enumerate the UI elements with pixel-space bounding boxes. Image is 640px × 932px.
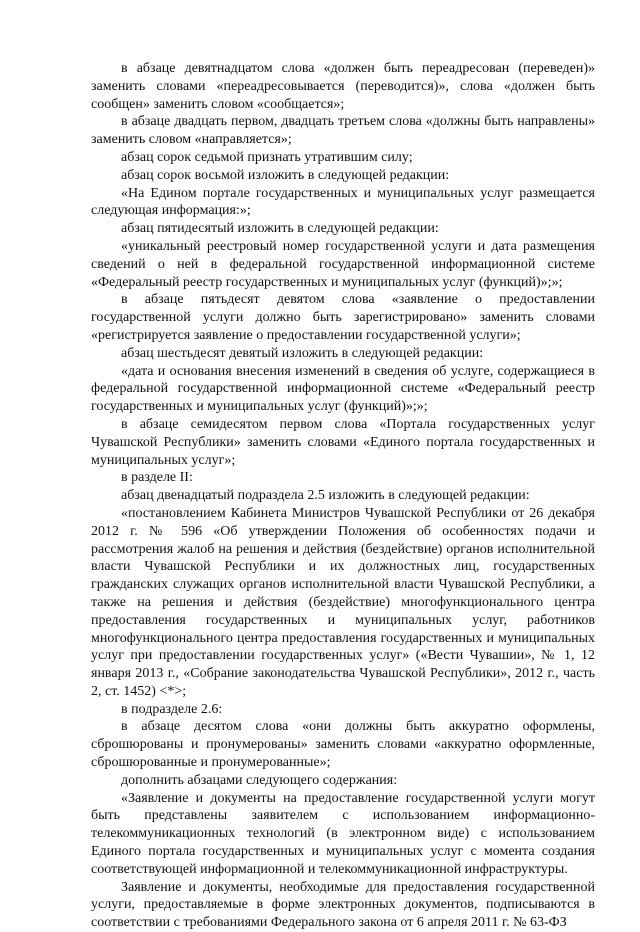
paragraph: в абзаце семидесятом первом слова «Портала государственных услуг Чувашской Республики» заменить словами «Единого портала государственных и муниципальных услуг»; bbox=[91, 416, 595, 468]
paragraph: абзац пятидесятый изложить в следующей редакции: bbox=[121, 221, 439, 237]
section-heading: в разделе II: bbox=[121, 470, 193, 486]
paragraph: в абзаце десятом слова «они должны быть аккуратно оформлены, сброшюрованы и пронумерованы» заменить словами «аккуратно оформленные, сброшюрованные и пронумерованные»; bbox=[91, 719, 595, 771]
paragraph: абзац шестьдесят девятый изложить в следующей редакции: bbox=[121, 345, 484, 361]
document-body bbox=[91, 60, 595, 932]
paragraph: «уникальный реестровый номер государственной услуги и дата размещения сведений о ней в федеральной государственной информационной системе «Федеральный реестр государственных и муниципальных услуг (функций)»;»; bbox=[91, 238, 595, 290]
paragraph: «На Едином портале государственных и муниципальных услуг размещается следующая информация:»; bbox=[91, 185, 595, 219]
subsection-heading: в подразделе 2.6: bbox=[121, 701, 223, 717]
paragraph: абзац двенадцатый подраздела 2.5 изложить в следующей редакции: bbox=[121, 488, 530, 504]
paragraph: абзац сорок восьмой изложить в следующей редакции: bbox=[121, 167, 450, 183]
paragraph: в абзаце двадцать первом, двадцать третьем слова «должны быть направлены» заменить словом «направляется»; bbox=[91, 114, 595, 148]
paragraph: «дата и основания внесения изменений в сведения об услуге, содержащиеся в федеральной государственной информационной системе «Федеральный реестр государственных и муниципальных услуг (функций)»;»; bbox=[91, 363, 595, 415]
paragraph: в абзаце девятнадцатом слова «должен быть переадресован (переведен)» заменить словами «переадресовывается (переводится)», слова «должен быть сообщен» заменить словом «сообщается»; bbox=[91, 61, 595, 112]
paragraph: «Заявление и документы на предоставление государственной услуги могут быть представлены заявителем с использованием информационно-телекоммуникационных технологий (в электронном виде) с использованием Единого портала государственных и муниципальных услуг с момента создания соответствующей информационной и телекоммуникационной инфраструктуры. bbox=[91, 790, 595, 877]
paragraph: абзац сорок седьмой признать утратившим силу; bbox=[121, 149, 413, 165]
paragraph: в абзаце пятьдесят девятом слова «заявление о предоставлении государственной услуги должно быть зарегистрировано» заменить словами «регистрируется заявление о предоставлении государственной услуги»; bbox=[91, 292, 595, 343]
paragraph: Заявление и документы, необходимые для предоставления государственной услуги, предоставляемые в форме электронных документов, подписываются в соответствии с требованиями Федерального закона от 6 апреля 2011 г. № 63-ФЗ bbox=[91, 879, 595, 931]
paragraph: дополнить абзацами следующего содержания: bbox=[121, 772, 398, 788]
paragraph: «постановлением Кабинета Министров Чувашской Республики от 26 декабря 2012 г. № 596 «Об утверждении Положения об особенностях подачи и рассмотрения жалоб на решения и действия (бездействие) органов исполнительной власти Чувашской Республики и их должностных лиц, государственных гражданских служащих органов исполнительной власти Чувашской Республики, а также на решения и действия (бездействие) многофункционального центра предоставления государственных и муниципальных услуг, работников многофункционального центра предоставления государственных и муниципальных услуг при предоставлении государственных услуг» («Вести Чувашии», № 1, 12 января 2013 г., «Собрание законодательства Чувашской Республики», 2012 г., часть 2, ст. 1452) <*>; bbox=[91, 505, 595, 699]
